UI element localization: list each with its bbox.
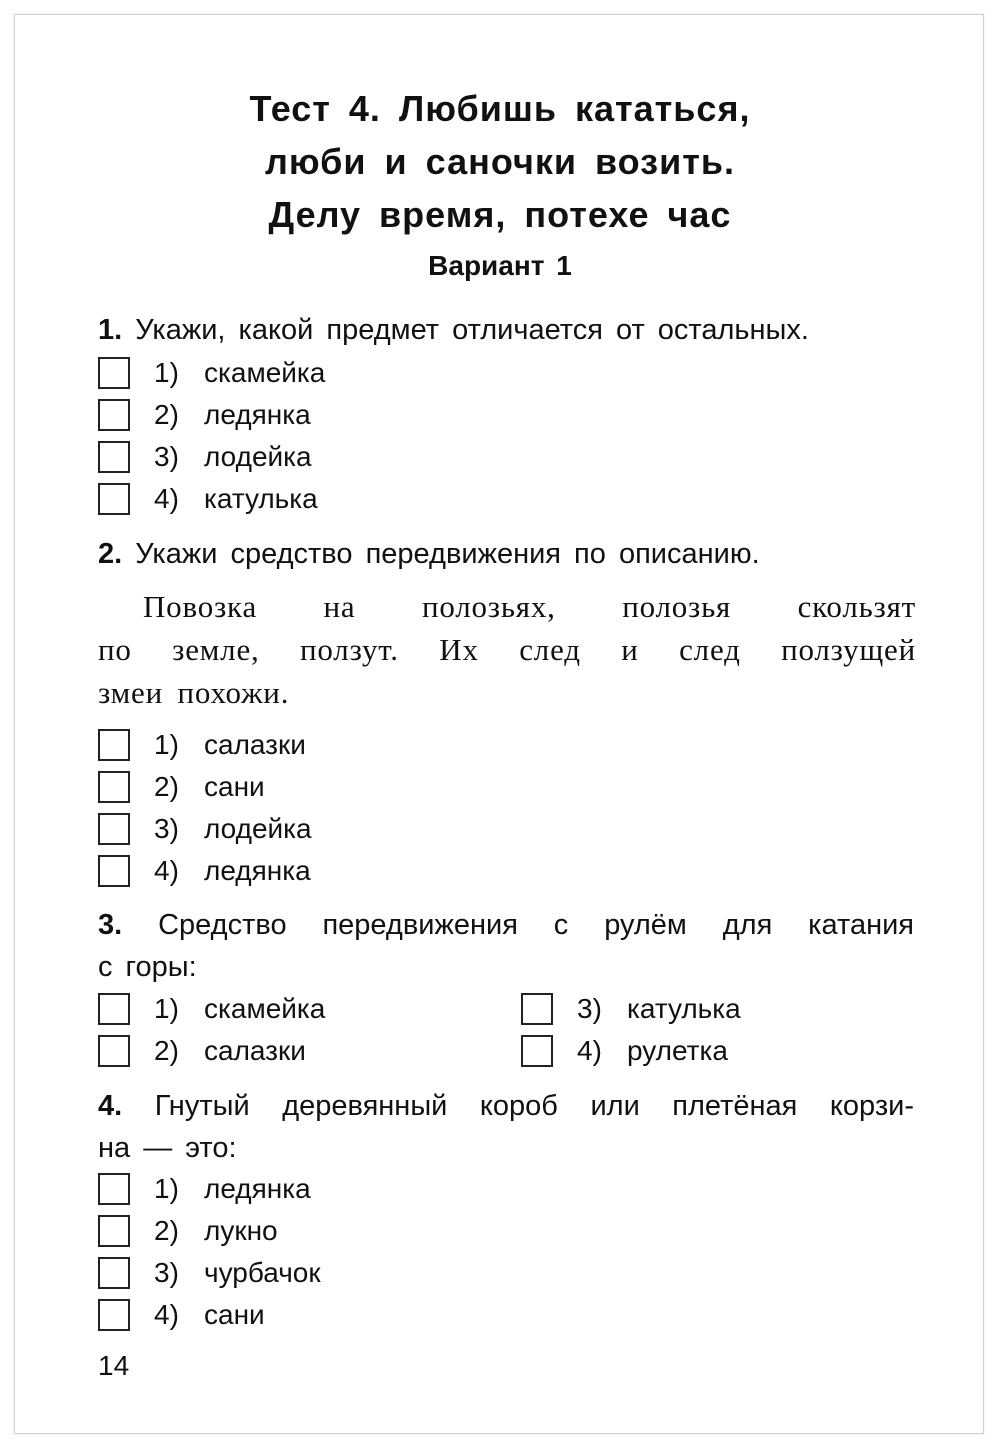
title-line-1: Тест 4. Любишь кататься, [249,88,751,129]
option-number: 1) [154,729,179,760]
option-number: 2) [154,1035,179,1066]
answer-checkbox[interactable] [521,1035,553,1067]
question-2 [98,533,918,575]
answer-checkbox[interactable] [98,1299,130,1331]
q2-option-1[interactable] [98,725,306,765]
q3-option-4[interactable] [521,1031,728,1071]
question-text: Укажи средство передвижения по описанию. [135,538,760,570]
option-number: 1) [154,993,179,1024]
passage-line: змеи похожи. [98,675,290,710]
description-passage [98,585,916,714]
passage-line: Повозка на полозьях, полозья скользят [143,589,916,624]
answer-checkbox[interactable] [98,483,130,515]
q1-option-2[interactable] [98,395,311,435]
question-4-continued [98,1127,918,1169]
passage-line: по земле, ползут. Их след и след ползущей [98,632,916,667]
question-text-line-2: с горы: [98,951,197,983]
option-label: катулька [204,483,318,514]
option-number: 2) [154,399,179,430]
option-number: 4) [577,1035,602,1066]
title-line-3: Делу время, потехе час [268,194,732,235]
question-text-line-1: Средство передвижения с рулём для катания [158,909,915,941]
option-number: 3) [154,813,179,844]
answer-checkbox[interactable] [98,729,130,761]
option-label: ледянка [204,855,311,886]
question-text: Укажи, какой предмет отличается от остальных. [135,314,809,346]
answer-checkbox[interactable] [98,1215,130,1247]
q3-option-1[interactable] [98,989,325,1029]
option-number: 1) [154,357,179,388]
answer-checkbox[interactable] [98,813,130,845]
q2-option-4[interactable] [98,851,311,891]
option-number: 3) [154,1257,179,1288]
q3-option-3[interactable] [521,989,741,1029]
q1-option-3[interactable] [98,437,312,477]
option-label: скамейка [204,357,326,388]
answer-checkbox[interactable] [98,399,130,431]
question-3 [98,904,914,946]
option-label: чурбачок [204,1257,321,1288]
q2-option-2[interactable] [98,767,265,807]
option-number: 2) [154,771,179,802]
option-label: ледянка [204,399,311,430]
test-title [0,82,1000,241]
option-label: салазки [204,729,306,760]
question-text-line-2: на — это: [98,1132,237,1164]
q1-option-1[interactable] [98,353,325,393]
q2-option-3[interactable] [98,809,312,849]
q4-option-3[interactable] [98,1253,321,1293]
question-number: 4. [98,1090,123,1122]
question-text-line-1: Гнутый деревянный короб или плетёная корзи- [154,1090,914,1122]
variant-heading: Вариант 1 [428,250,572,281]
title-line-2: люби и саночки возить. [265,141,735,182]
option-label: катулька [627,993,741,1024]
answer-checkbox[interactable] [98,357,130,389]
option-label: рулетка [627,1035,728,1066]
q4-option-4[interactable] [98,1295,265,1335]
question-1 [98,309,918,351]
option-number: 4) [154,1299,179,1330]
option-label: лодейка [204,813,312,844]
option-label: салазки [204,1035,306,1066]
q4-option-2[interactable] [98,1211,278,1251]
answer-checkbox[interactable] [98,1035,130,1067]
q4-option-1[interactable] [98,1169,311,1209]
question-number: 1. [98,314,123,346]
answer-checkbox[interactable] [98,1257,130,1289]
option-number: 4) [154,855,179,886]
answer-checkbox[interactable] [98,1173,130,1205]
option-number: 2) [154,1215,179,1246]
question-4 [98,1085,914,1127]
option-number: 1) [154,1173,179,1204]
option-label: ледянка [204,1173,311,1204]
answer-checkbox[interactable] [98,771,130,803]
answer-checkbox[interactable] [521,993,553,1025]
option-label: лодейка [204,441,312,472]
answer-checkbox[interactable] [98,855,130,887]
answer-checkbox[interactable] [98,441,130,473]
q1-option-4[interactable] [98,479,318,519]
question-number: 2. [98,538,123,570]
question-3-continued [98,946,918,988]
option-number: 3) [154,441,179,472]
option-number: 3) [577,993,602,1024]
option-label: сани [204,1299,265,1330]
q3-option-2[interactable] [98,1031,306,1071]
option-label: лукно [204,1215,278,1246]
page-number: 14 [98,1350,130,1381]
option-label: сани [204,771,265,802]
question-number: 3. [98,909,123,941]
answer-checkbox[interactable] [98,993,130,1025]
option-number: 4) [154,483,179,514]
option-label: скамейка [204,993,326,1024]
